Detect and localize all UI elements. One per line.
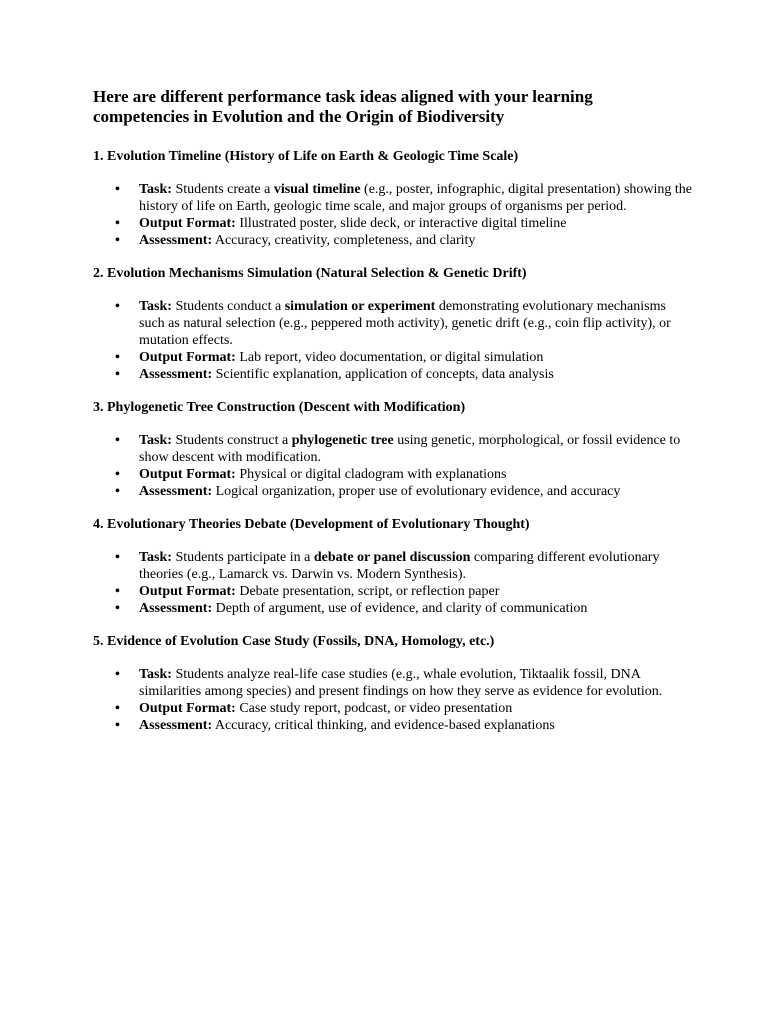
task-label: Task: [139, 667, 172, 682]
section-phylogenetic-tree [93, 399, 693, 500]
assessment-label: Assessment: [139, 718, 213, 733]
section-heading: 1. Evolution Timeline (History of Life on Earth & Geologic Time Scale) [93, 149, 519, 164]
bullet-icon: • [115, 182, 120, 197]
task-label: Task: [139, 433, 172, 448]
list-item-assessment: • Assessment: Scientific explanation, application of concepts, data analysis [115, 367, 554, 382]
section-heading: 5. Evidence of Evolution Case Study (Fossils, DNA, Homology, etc.) [93, 634, 495, 649]
task-highlight: debate or panel discussion [313, 550, 471, 565]
section-heading: 2. Evolution Mechanisms Simulation (Natural Selection & Genetic Drift) [93, 266, 527, 281]
task-list [93, 549, 693, 617]
list-item-task: • Task: Students conduct a simulation or experiment demonstrating evolutionary mechanisms such as natural selection (e.g., peppered moth activity), genetic drift (e.g., coin flip activity), or mutation effects. [115, 299, 671, 348]
bullet-icon: • [115, 367, 120, 382]
list-item-task: • Task: Students create a visual timeline (e.g., poster, infographic, digital presentation) showing the history of life on Earth, geologic time scale, and major groups of organisms per period. [115, 182, 693, 214]
task-highlight: simulation or experiment [284, 299, 436, 314]
bullet-icon: • [115, 299, 120, 314]
task-highlight: phylogenetic tree [291, 433, 394, 448]
bullet-icon: • [115, 233, 120, 248]
section-heading: 3. Phylogenetic Tree Construction (Descent with Modification) [93, 400, 466, 415]
bullet-icon: • [115, 467, 120, 482]
task-label: Task: [139, 550, 172, 565]
bullet-icon: • [115, 433, 120, 448]
list-item-output-format: • Output Format: Lab report, video documentation, or digital simulation [115, 350, 544, 365]
document-page [93, 87, 693, 750]
bullet-icon: • [115, 550, 120, 565]
list-item-task: • Task: Students analyze real-life case studies (e.g., whale evolution, Tiktaalik fossil, DNA similarities among species) and present findings on how they serve as evidence for evolution. [115, 667, 663, 699]
output-label: Output Format: [139, 701, 236, 716]
output-label: Output Format: [139, 350, 236, 365]
bullet-icon: • [115, 701, 120, 716]
section-evidence-case-study [93, 633, 693, 734]
list-item-assessment: • Assessment: Logical organization, proper use of evolutionary evidence, and accuracy [115, 484, 621, 499]
bullet-icon: • [115, 601, 120, 616]
task-list [93, 666, 693, 734]
task-list [93, 432, 693, 500]
task-label: Task: [139, 182, 172, 197]
task-label: Task: [139, 299, 172, 314]
task-list [93, 181, 693, 249]
bullet-icon: • [115, 216, 120, 231]
assessment-label: Assessment: [139, 484, 213, 499]
assessment-label: Assessment: [139, 233, 213, 248]
list-item-output-format: • Output Format: Case study report, podcast, or video presentation [115, 701, 513, 716]
bullet-icon: • [115, 718, 120, 733]
assessment-label: Assessment: [139, 601, 213, 616]
bullet-icon: • [115, 484, 120, 499]
bullet-icon: • [115, 350, 120, 365]
output-label: Output Format: [139, 467, 236, 482]
list-item-assessment: • Assessment: Depth of argument, use of evidence, and clarity of communication [115, 601, 588, 616]
output-label: Output Format: [139, 216, 236, 231]
list-item-assessment: • Assessment: Accuracy, critical thinking, and evidence-based explanations [115, 718, 555, 733]
list-item-output-format: • Output Format: Illustrated poster, slide deck, or interactive digital timeline [115, 216, 567, 231]
section-evolution-mechanisms [93, 265, 693, 383]
list-item-task: • Task: Students construct a phylogenetic tree using genetic, morphological, or fossil evidence to show descent with modification. [115, 433, 681, 465]
assessment-label: Assessment: [139, 367, 213, 382]
bullet-icon: • [115, 667, 120, 682]
section-evolutionary-theories-debate [93, 516, 693, 617]
task-highlight: visual timeline [273, 182, 361, 197]
section-evolution-timeline [93, 148, 693, 249]
list-item-task: • Task: Students participate in a debate or panel discussion comparing different evolutionary theories (e.g., Lamarck vs. Darwin vs. Modern Synthesis). [115, 550, 660, 582]
output-label: Output Format: [139, 584, 236, 599]
bullet-icon: • [115, 584, 120, 599]
list-item-output-format: • Output Format: Debate presentation, script, or reflection paper [115, 584, 500, 599]
task-list [93, 298, 693, 383]
section-heading: 4. Evolutionary Theories Debate (Development of Evolutionary Thought) [93, 517, 530, 532]
list-item-assessment: • Assessment: Accuracy, creativity, completeness, and clarity [115, 233, 476, 248]
document-title: Here are different performance task ideas aligned with your learning competencies in Evolution and the Origin of Biodiversity [93, 87, 593, 126]
list-item-output-format: • Output Format: Physical or digital cladogram with explanations [115, 467, 507, 482]
